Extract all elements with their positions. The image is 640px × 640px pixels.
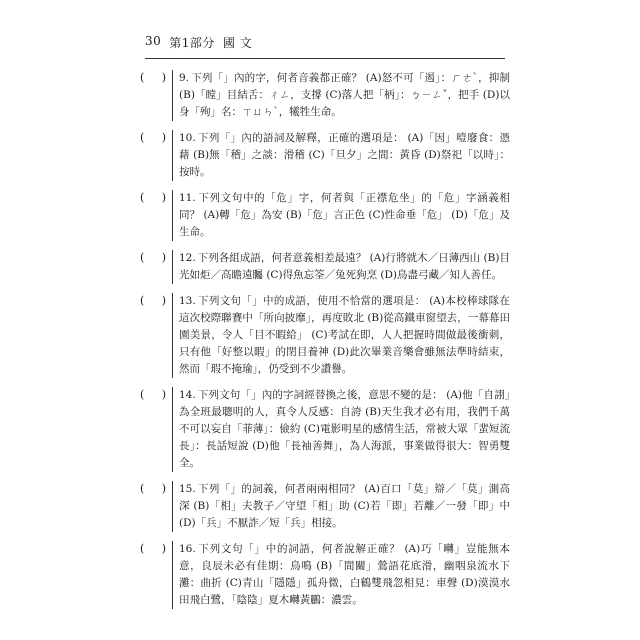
question-number: 12. <box>179 252 196 264</box>
question-text: 下列文句中的「危」字，何者與「正襟危坐」的「危」字涵義相同？ (A)轉「危」為安 (B)「危」言正色 (C)性命垂「危」 (D)「危」及生命。 <box>179 192 510 238</box>
question-text: 下列文句「」中的成語，使用不恰當的選項是： (A)本校棒球隊在這次校際聯賽中「所向披靡」，再度敗北 (B)從高鐵車窗望去，一幕幕田園美景，令人「目不暇給」 (C)考試在即，人人把握時間做最後衝刺，只有他「好整以暇」的閉目養神 (D)此次畢業音樂會雖無法準時結束，然而「瑕不掩瑜」，仍受到不少讚譽。 <box>179 295 510 375</box>
question-item <box>140 387 510 472</box>
question-body <box>179 130 510 181</box>
margin-rule <box>172 70 173 121</box>
answer-paren-close: ) <box>161 294 166 307</box>
header-rule <box>145 58 505 59</box>
question-number: 11. <box>179 192 196 204</box>
answer-paren-open: ( <box>140 191 145 204</box>
answer-paren-open: ( <box>140 251 145 264</box>
question-item <box>140 190 510 241</box>
question-item <box>140 250 510 284</box>
answer-blank[interactable] <box>140 387 170 403</box>
question-body <box>179 293 510 378</box>
margin-rule <box>172 293 173 378</box>
question-text: 下列「」內的字，何者音義都正確？ (A)怒不可「遏」：ㄏㄜˋ，抑制 (B)「瞠」目結舌：ㄔㄥ，支撐 (C)落人把「柄」：ㄅㄧㄥˇ，把手 (D)以身「殉」名：ㄒㄩㄣˋ，犧牲生命。 <box>179 72 510 118</box>
answer-paren-open: ( <box>140 294 145 307</box>
question-number: 10. <box>179 132 196 144</box>
question-text: 下列「」的詞義，何者兩兩相同？ (A)百口「莫」辯／「莫」測高深 (B)「相」夫教子／守望「相」助 (C)若「即」若離／一發「即」中 (D)「兵」不厭詐／短「兵」相接。 <box>179 483 510 529</box>
question-text: 下列文句「」中的詞語，何者說解正確？ (A)巧「囀」豈能無本意，良辰未必有佳期：鳥鳴 (B)「間關」鶯語花底滑，幽咽泉流水下灘：曲折 (C)青山「隱隱」孤舟微，白鶴雙飛忽相見：車聲 (D)漠漠水田飛白鷺，「陰陰」夏木囀黃鸝：濃雲。 <box>179 543 510 606</box>
margin-rule <box>172 387 173 472</box>
subject-label: 國 文 <box>222 36 253 50</box>
question-item <box>140 293 510 378</box>
answer-blank[interactable] <box>140 481 170 497</box>
margin-rule <box>172 190 173 241</box>
question-body <box>179 250 510 284</box>
page-number: 30 <box>145 34 162 48</box>
question-item <box>140 541 510 609</box>
answer-blank[interactable] <box>140 190 170 206</box>
answer-paren-open: ( <box>140 388 145 401</box>
answer-blank[interactable] <box>140 250 170 266</box>
answer-paren-close: ) <box>161 131 166 144</box>
question-number: 15. <box>179 483 196 495</box>
answer-paren-open: ( <box>140 71 145 84</box>
page-header <box>145 34 252 51</box>
question-number: 9. <box>179 72 190 84</box>
answer-paren-close: ) <box>161 191 166 204</box>
question-list <box>140 70 510 618</box>
answer-blank[interactable] <box>140 293 170 309</box>
question-text: 下列「」內的語詞及解釋，正確的選項是： (A)「因」噎廢食：憑藉 (B)無「稽」之談：滑稽 (C)「旦夕」之間：黃昏 (D)祭祀「以時」：按時。 <box>179 132 510 178</box>
answer-paren-open: ( <box>140 131 145 144</box>
margin-rule <box>172 481 173 532</box>
answer-paren-close: ) <box>161 251 166 264</box>
question-item <box>140 70 510 121</box>
question-item <box>140 130 510 181</box>
question-number: 14. <box>179 389 196 401</box>
question-body <box>179 387 510 472</box>
question-body <box>179 481 510 532</box>
answer-paren-close: ) <box>161 542 166 555</box>
margin-rule <box>172 541 173 609</box>
answer-paren-open: ( <box>140 542 145 555</box>
answer-paren-close: ) <box>161 71 166 84</box>
question-item <box>140 481 510 532</box>
answer-paren-close: ) <box>161 388 166 401</box>
question-text: 下列各組成語，何者意義相差最遠？ (A)行將就木／日薄西山 (B)目光如炬／高瞻遠矚 (C)得魚忘筌／兔死狗烹 (D)鳥盡弓藏／知人善任。 <box>179 252 510 281</box>
answer-paren-open: ( <box>140 482 145 495</box>
question-body <box>179 541 510 609</box>
question-text: 下列文句「」內的字詞經替換之後，意思不變的是： (A)他「自詡」為全班最聰明的人，真令人反感：自誇 (B)天生我才必有用，我們千萬不可以妄自「菲薄」：儉約 (C)電影明星的感情生活，常被大眾「蜚短流長」：長話短說 (D)他「長袖善舞」，為人海派，事業做得很大：智勇雙全。 <box>179 389 510 469</box>
question-number: 16. <box>179 543 196 555</box>
question-body <box>179 70 510 121</box>
margin-rule <box>172 130 173 181</box>
answer-blank[interactable] <box>140 70 170 86</box>
question-number: 13. <box>179 295 196 307</box>
question-body <box>179 190 510 241</box>
answer-blank[interactable] <box>140 541 170 557</box>
part-label: 第1部分 <box>169 36 215 50</box>
margin-rule <box>172 250 173 284</box>
answer-paren-close: ) <box>161 482 166 495</box>
answer-blank[interactable] <box>140 130 170 146</box>
